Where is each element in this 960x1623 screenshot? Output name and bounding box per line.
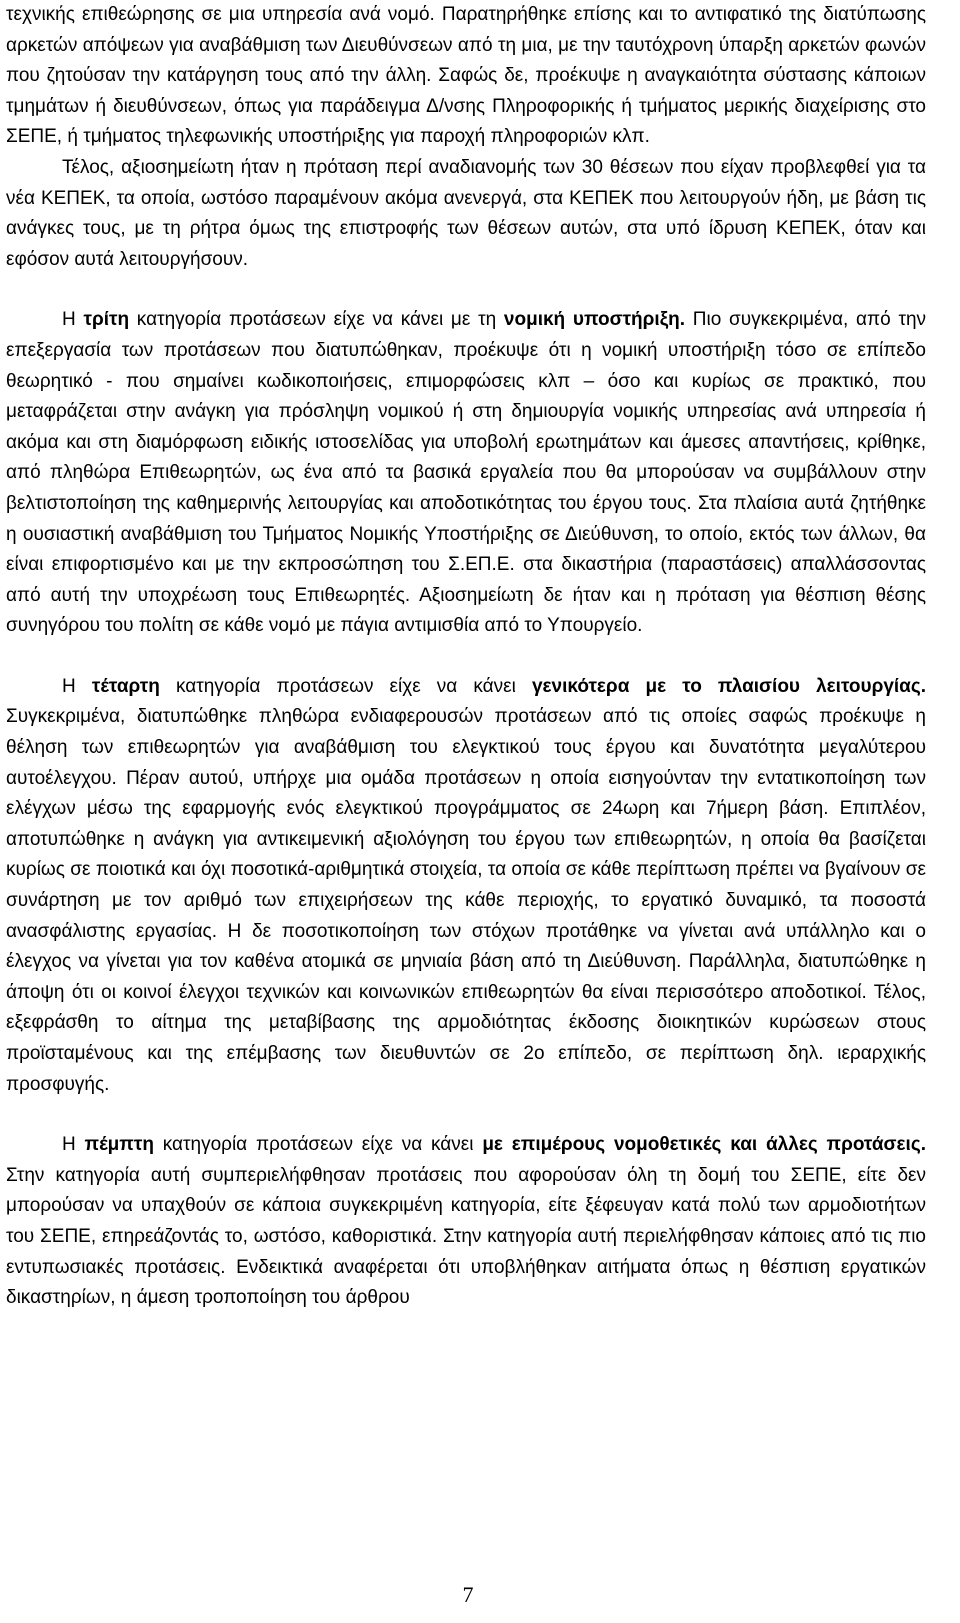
body-text: Συγκεκριμένα, διατυπώθηκε πληθώρα ενδιαφερουσών προτάσεων από τις οποίες σαφώς προέκυψε η θέληση των επιθεωρητών για αναβάθμιση του ελεγκτικού τους έργου και δυνατότητα μεγαλύτερου αυτοέλεγχου. Πέραν αυτού, υπήρχε μια ομάδα προτάσεων η οποία εισηγούνταν την εντατικοποίηση των ελέγχων μέσω της εφαρμογής ενός ελεγκτικού προγράμματος σε 24ωρη και 7ήμερη βάση. Επιπλέον, αποτυπώθηκε η ανάγκη για αντικειμενική αξιολόγηση του έργου των επιθεωρητών, η οποία θα βασίζεται κυρίως σε ποιοτικά και όχι ποσοτικά-αριθμητικά στοιχεία, τα οποία σε κάθε περίπτωση πρέπει να βγαίνουν σε συνάρτηση με τον αριθμό των επιχειρήσεων της κάθε περιοχής, το εργατικό δυναμικό, τα ποσοστά ανασφάλιστης εργασίας. Η δε ποσοτικοποίηση των στόχων προτάθηκε να γίνεται ανά υπάλληλο και ο έλεγχος να γίνεται για τον καθένα ατομικά σε μηνιαία βάση από τη Διεύθυνση. Παράλληλα, διατυπώθηκε η άποψη ότι οι κοινοί έλεγχοι τεχνικών και κοινωνικών επιθεωρητών θα είναι περισσότερο αποδοτικοί. Τέλος, εξεφράσθη το αίτημα της μεταβίβασης της αρμοδιότητας έκδοσης διοικητικών κυρώσεων στους προϊσταμένους και της επέμβασης των διευθυντών σε 2ο επίπεδο, σε περίπτωση δηλ. ιεραρχικής προσφυγής. <box>6 706 926 1095</box>
bold-text: γενικότερα με το πλαισίου λειτουργίας. <box>531 675 927 697</box>
body-text: κατηγορία προτάσεων είχε να κάνει <box>159 675 532 697</box>
body-text: Η <box>62 1134 85 1156</box>
body-text: τεχνικής επιθεώρησης σε μια υπηρεσία ανά νομό. Παρατηρήθηκε επίσης και το αντιφατικό της διατύπωσης αρκετών απόψεων για αναβάθμιση των Διευθύνσεων από τη μια, με την ταυτόχρονη ύπαρξη αρκετών φωνών που ζητούσαν την κατάργηση τους από την άλλη. Σαφώς δε, προέκυψε η αναγκαιότητα σύστασης κάποιων τμημάτων ή διευθύνσεων, όπως για παράδειγμα Δ/νσης Πληροφορικής ή τμήματος μερικής διαχείρισης στο ΣΕΠΕ, ή τμήματος τηλεφωνικής υποστήριξης για παροχή πληροφοριών κλπ. <box>6 4 926 148</box>
bold-text: με επιμέρους νομοθετικές και άλλες προτάσεις. <box>482 1134 926 1156</box>
paragraph-2 <box>6 153 926 275</box>
body-text: Στην κατηγορία αυτή συμπεριελήφθησαν προτάσεις που αφορούσαν όλη τη δομή του ΣΕΠΕ, είτε δεν μπορούσαν να υπαχθούν σε κάποια συγκεκριμένη κατηγορία, είτε ξέφευγαν κατά πολύ των αρμοδιοτήτων του ΣΕΠΕ, επηρεάζοντάς το, ωστόσο, καθοριστικά. Στην κατηγορία αυτή περιελήφθησαν κάποιες από τις πιο εντυπωσιακές προτάσεις. Ενδεικτικά αναφέρεται ότι υποβλήθηκαν αιτήματα όπως η θέσπιση εργατικών δικαστηρίων, η άμεση τροποποίηση του άρθρου <box>6 1164 926 1309</box>
bold-text: τρίτη <box>83 309 130 331</box>
paragraph-5 <box>6 1130 926 1314</box>
page-number: 7 <box>462 1582 474 1607</box>
bold-text: τέταρτη <box>91 675 160 697</box>
paragraph-3 <box>6 305 926 642</box>
body-text: κατηγορία προτάσεων είχε να κάνει με τη <box>129 309 504 331</box>
document-page <box>6 0 926 1314</box>
paragraph-4 <box>6 672 926 1100</box>
bold-text: νομική υποστήριξη. <box>503 309 686 331</box>
body-text: Τέλος, αξιοσημείωτη ήταν η πρόταση περί αναδιανομής των 30 θέσεων που είχαν προβλεφθεί για τα νέα ΚΕΠΕΚ, τα οποία, ωστόσο παραμένουν ακόμα ανενεργά, στα ΚΕΠΕΚ που λειτουργούν ήδη, με βάση τις ανάγκες τους, με τη ρήτρα όμως της επιστροφής των θέσεων αυτών, στα υπό ίδρυση ΚΕΠΕΚ, όταν και εφόσον αυτά λειτουργήσουν. <box>6 156 926 270</box>
body-text: κατηγορία προτάσεων είχε να κάνει <box>153 1134 483 1156</box>
body-text: Πιο συγκεκριμένα, από την επεξεργασία των προτάσεων που διατυπώθηκαν, προέκυψε ότι η νομική υποστήριξη τόσο σε επίπεδο θεωρητικό - που σημαίνει κωδικοποιήσεις, επιμορφώσεις κλπ – όσο και κυρίως σε πρακτικό, που μεταφράζεται στην ανάγκη για πρόσληψη νομικού ή στη δημιουργία νομικής υπηρεσίας ανά υπηρεσία ή ακόμα και στη διαμόρφωση ειδικής ιστοσελίδας για υποβολή ερωτημάτων και άμεσες απαντήσεις, κρίθηκε, από πληθώρα Επιθεωρητών, ως ένα από τα βασικά εργαλεία που θα μπορούσαν να συμβάλλουν στην βελτιστοποίηση της καθημερινής λειτουργίας και αποδοτικότητας του έργου τους. Στα πλαίσια αυτά ζητήθηκε η ουσιαστική αναβάθμιση του Τμήματος Νομικής Υποστήριξης σε Διεύθυνση, το οποίο, εκτός των άλλων, θα είναι επιφορτισμένο και με την εκπροσώπηση του Σ.ΕΠ.Ε. στα δικαστήρια (παραστάσεις) απαλλάσσοντας από αυτή την υποχρέωση τους Επιθεωρητές. Αξιοσημείωτη δε ήταν και η πρόταση για θέσπιση θέσης συνηγόρου του πολίτη σε κάθε νομό με πάγια αντιμισθία από το Υπουργείο. <box>6 309 927 637</box>
bold-text: πέμπτη <box>84 1134 154 1156</box>
body-text: Η <box>62 309 84 331</box>
body-text: Η <box>62 675 92 697</box>
paragraph-1 <box>6 0 926 153</box>
